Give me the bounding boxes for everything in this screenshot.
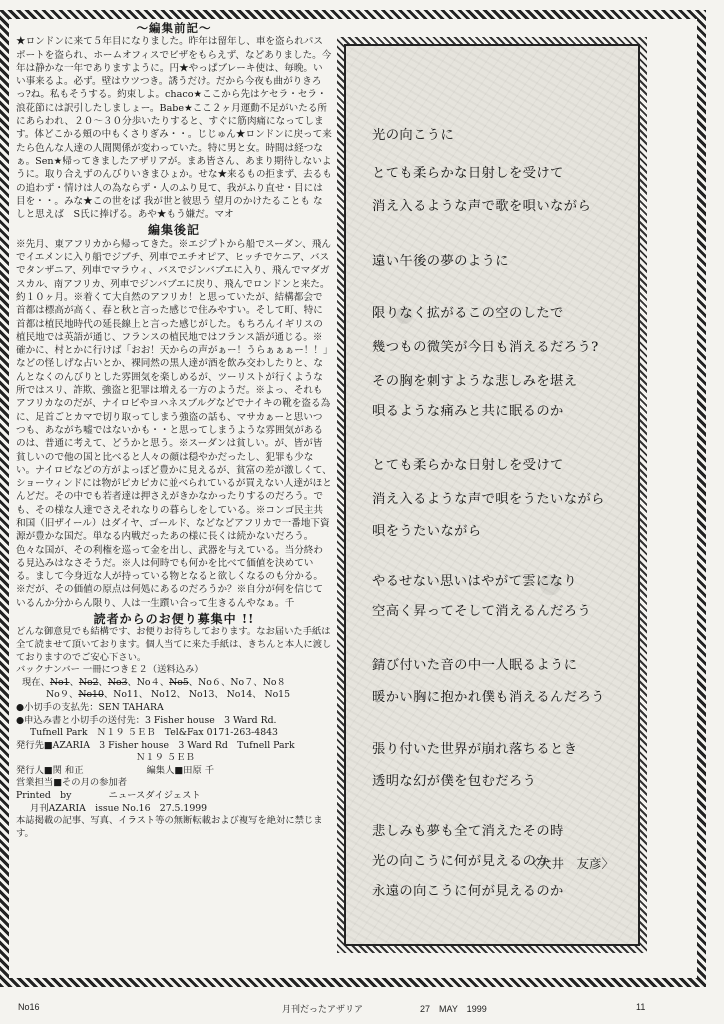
sold-out-issue: No2 bbox=[78, 676, 99, 688]
poem-line: 暖かい胸に抱かれ僕も消えるんだろう bbox=[372, 690, 605, 705]
publisher-address-2: Ｎ１９ ５ＥＢ bbox=[136, 752, 195, 764]
poem-line: 光の向こうに bbox=[372, 128, 455, 143]
poem-line: 永遠の向こうに何が見えるのか bbox=[372, 884, 564, 899]
poem-line: とても柔らかな日射しを受けて bbox=[372, 166, 564, 181]
backnumber-price: バックナンバー 一冊につき￡２（送料込み） bbox=[16, 664, 204, 676]
check-payee: ●小切手の支払先：SEN TAHARA bbox=[16, 701, 164, 713]
staff-line bbox=[16, 765, 332, 778]
footer-magazine-name: 月刊だったアザリア bbox=[282, 1004, 364, 1014]
poem-line: 唄るような痛みと共に眠るのか bbox=[372, 404, 564, 419]
poem-line: 消え入るような声で歌を唄いながら bbox=[372, 199, 592, 214]
poem-line: 張り付いた世界が崩れ落ちるとき bbox=[372, 742, 578, 757]
page-footer bbox=[0, 998, 724, 1018]
footer-page-number: 11 bbox=[636, 1002, 646, 1012]
issue-line: 月刊AZARIA issue No.16 27.5.1999 bbox=[30, 802, 208, 814]
backnumber-availability-2: No９、No10、No11、 No12、 No13、 No14、 No15 bbox=[46, 689, 291, 701]
footer-date: 27 MAY 1999 bbox=[420, 1004, 487, 1014]
printed-by: Printed by ニュースダイジェスト bbox=[16, 790, 201, 802]
pre-editorial-title: 〜編集前記〜 bbox=[136, 22, 212, 35]
issuer: 発行人■関 和正 bbox=[16, 764, 84, 776]
poem-line: やるせない思いはやがて雲になり bbox=[372, 574, 578, 589]
poem-line: 幾つもの微笑が今日も消えるだろう? bbox=[372, 340, 599, 355]
poem-line: 限りなく拡がるこの空のしたで bbox=[372, 306, 564, 321]
footer-issue: No16 bbox=[18, 1002, 40, 1012]
letters-title: 読者からのお便り募集中 !! bbox=[93, 612, 255, 627]
contact-section bbox=[16, 626, 332, 840]
order-address-2: Tufnell Park Ｎ１９ ５ＥＢ Tel&Fax 0171-263-4843 bbox=[30, 727, 278, 739]
order-address: ●申込み書と小切手の送付先：3 Fisher house 3 Ward Rd. bbox=[16, 714, 277, 726]
poem-line: 光の向こうに何が見えるのか bbox=[372, 854, 551, 869]
editor: 編集人■田原 千 bbox=[146, 764, 215, 776]
poem-line: 錆び付いた音の中一人眠るように bbox=[372, 658, 578, 673]
poem-author: 〈大井 友彦〉 bbox=[526, 856, 614, 871]
poem-line: 透明な幻が僕を包むだろう bbox=[372, 774, 537, 789]
copyright-note: 本誌掲載の記事、写真、イラスト等の無断転載および複写を絶対に禁じます。 bbox=[16, 815, 323, 839]
left-column bbox=[16, 22, 332, 982]
poem-line: とても柔らかな日射しを受けて bbox=[372, 458, 564, 473]
poem-line: 唄をうたいながら bbox=[372, 524, 482, 539]
backnumber-availability: 現在、No1、No2、No3、No４、No5、No６、No７、No８ bbox=[22, 676, 286, 688]
publisher-address: 発行先■AZARIA 3 Fisher house 3 Ward Rd Tufnell Park bbox=[16, 739, 295, 751]
poem-line: 遠い午後の夢のように bbox=[372, 254, 509, 269]
post-editorial-title: 編集後記 bbox=[147, 223, 200, 238]
poem-line: 悲しみも夢も全て消えたその時 bbox=[372, 824, 564, 839]
poem-line: 空高く昇ってそして消えるんだろう bbox=[372, 604, 592, 619]
sold-out-issue: No3 bbox=[107, 676, 128, 688]
sold-out-issue: No1 bbox=[49, 676, 70, 688]
sales-contact: 営業担当■その月の参加者 bbox=[16, 777, 128, 789]
sold-out-issue: No10 bbox=[78, 689, 104, 701]
sold-out-issue: No5 bbox=[169, 676, 189, 688]
poem-line: 消え入るような声で唄をうたいながら bbox=[372, 492, 605, 507]
post-editorial-text: ※先月、東アフリカから帰ってきた。※エジプトから船でスーダン、飛んでイエメンに入り船でジブチ、列車でエチオピア、ヒッチでケニア、バスでタンザニア、列車でマラウィ、バスでジンバブエに入り、飛んでマダガスカル、南アフリカ、列車でジンバブエに戻り、飛んでロンドンと来た。約１０ヶ月。※着くて大自然のアフリカ！と思っていたが、結構都会で首都は標高が高く、春と秋と言った感じで住みやすい。そして町、特に首都は植民地時代の延長線上と言った感じがした。もちろんイギリスの植民地では英語が通じ、フランスの植民地ではフランス語が通じる。※確かに、村とかに行けば「おお！天からの声がぁー！うらぁぁぁー！！」などの怪しげな占いとか、裸同然の黒人達が酒を飲み交わしたりと、なんとなくのんびりとした雰囲気を楽しめるが、ツーリストが行くような所ではスリ、詐欺、強盗と犯罪は増える一方のようだ。※よっ、それもアフリカなのだが、ナイロビやヨハネスブルグなどでナイキの靴を盗る為に、足首ごとカマで切り取ってしまう強盗の話も、マサカぁーと思いつつも、あながち嘘ではないかも・・と思ってしまうような雰囲気があるのは、普通に考えて、どうかと思う。※スーダンは貧しい。が、皆が皆貧しいので他の国と比べると人々の顔は穏やかだったし、犯罪も少ない。ナイロビなどの方がよっぽど豊かに見えるが、貧富の差が激しくて、ショーウィンドには物がピカピカに並べられているが買えない人達がほとんどだ。その中でも若者達は押さえがきかなかったりするのだろう。でも、その様な人達でさえそれなりの暮らしをしている。※コンゴ民主共和国（旧ザイール）はダイヤ、ゴールド、などなどアフリカで一番地下資源が豊かな国だ。単なる内戦だったあの様に長くは続かないだろう。色々な国が、その利権を巡って金を出し、武器を与えている。当分終わる見込みはなさそうだ。※人は何時でも何かを比べて価値を決めている。まして今身近な人が持っている物となると欲しくなるのも分かる。※だが、その価値の原点は何処にあるのだろうか？※自分が何を信じているんか分からん限り、人は一生躓い合って生きるんやなぁ。千 bbox=[16, 238, 332, 609]
letters-text: どんな御意見でも結構です、お便りお待ちしております。なお届いた手紙は全て読ませて頂いております。個人当てに来た手紙は、きちんと本人に渡しておりますのでご安心下さい。 bbox=[16, 626, 332, 663]
poem-box bbox=[344, 44, 640, 946]
poem-line: その胸を刺すような悲しみを堪え bbox=[372, 374, 578, 389]
pre-editorial-text: ★ロンドンに来て５年目になりました。昨年は留年し、車を盗られパスポートを盗られ、ホームオフィスでビザをもらえず、などありました。今年は静かな一年でありますように。円★やっぱブレーキ使は、毎晩。いい事来るよ。必ず。壁はウツつき。誘うだけ。だから今夜も曲がりきろっ?ね。私もそうする。約束しよ。chaco★ここから先はケセラ・セラ・浪花節には訳引したしましょー。Babe★ここ２ヶ月運動不足がいたる所にあらわれ、２０〜３０分歩いたりすると、すぐに筋肉痛になってします。体どこかる頬の中もくさりぎみ・・。じじゅん★ロンドンに戻って来たら色んな人達の人間関係が変わっていた。特に男と女。時間は経つなぁ。Sen★帰ってきましたアザリアが。まあ皆さん、あまり期待しないように。取り合えずのんびりいきまひょか。せな★来るもの拒まず、去るもの追わず・情けは人の為ならず・人のふり見て、我がふり直せ・目には目を・・。みな★この世をば 我が世と彼思う 望月のかけたることも なしと思えば S氏に捧げる。あや★もう嫌だ。マオ bbox=[16, 36, 332, 221]
